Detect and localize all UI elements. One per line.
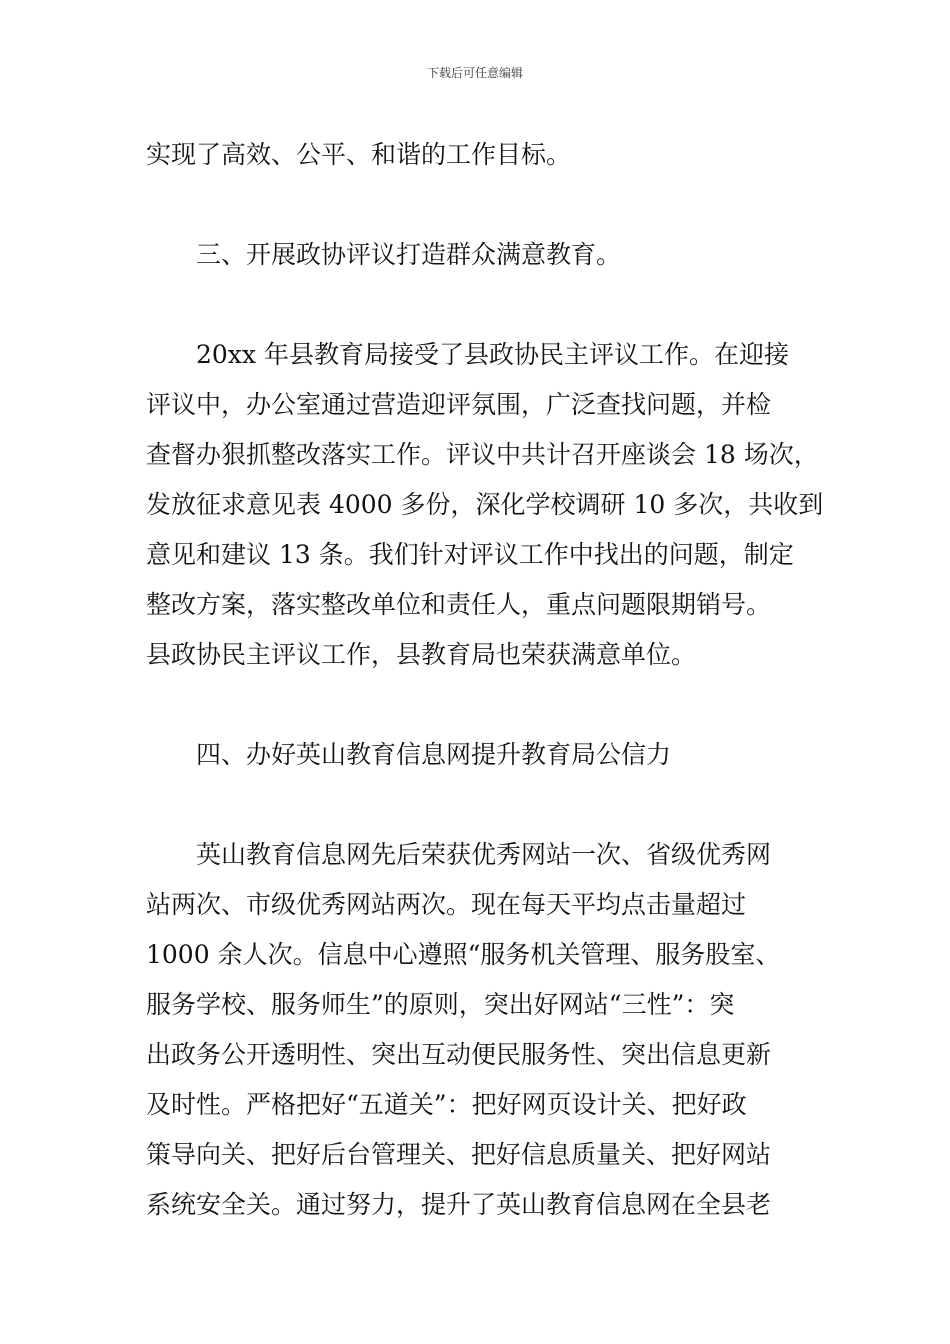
text-line: 及时性。严格把好“五道关”：把好网页设计关、把好政 xyxy=(146,1090,747,1119)
text-line: 20xx 年县教育局接受了县政协民主评议工作。在迎接 xyxy=(196,340,789,369)
paragraph-evaluation xyxy=(146,330,836,680)
text-line: 系统安全关。通过努力，提升了英山教育信息网在全县老 xyxy=(146,1190,772,1219)
heading-line: 三、开展政协评议打造群众满意教育。 xyxy=(196,240,622,269)
text-line: 评议中，办公室通过营造迎评氛围，广泛查找问题，并检 xyxy=(146,390,772,419)
section-heading-3 xyxy=(146,230,836,280)
text-line: 服务学校、服务师生”的原则，突出好网站“三性”：突 xyxy=(146,990,735,1019)
paragraph-gap xyxy=(146,180,836,230)
text-line: 查督办狠抓整改落实工作。评议中共计召开座谈会 18 场次， xyxy=(146,440,819,469)
text-line: 县政协民主评议工作，县教育局也荣获满意单位。 xyxy=(146,640,697,669)
text-line: 整改方案，落实整改单位和责任人，重点问题限期销号。 xyxy=(146,590,772,619)
text-line: 发放征求意见表 4000 多份，深化学校调研 10 多次，共收到 xyxy=(146,490,824,519)
text-line: 实现了高效、公平、和谐的工作目标。 xyxy=(146,140,572,169)
paragraph-website xyxy=(146,830,836,1230)
paragraph-gap xyxy=(146,280,836,330)
text-line: 策导向关、把好后台管理关、把好信息质量关、把好网站 xyxy=(146,1140,772,1169)
heading-line: 四、办好英山教育信息网提升教育局公信力 xyxy=(196,740,672,769)
paragraph-gap xyxy=(146,780,836,830)
text-line: 意见和建议 13 条。我们针对评议工作中找出的问题，制定 xyxy=(146,540,794,569)
paragraph-gap xyxy=(146,680,836,730)
section-heading-4 xyxy=(146,730,836,780)
text-line: 英山教育信息网先后荣获优秀网站一次、省级优秀网 xyxy=(196,840,772,869)
document-body xyxy=(146,130,836,1230)
text-line: 站两次、市级优秀网站两次。现在每天平均点击量超过 xyxy=(146,890,747,919)
text-line: 1000 余人次。信息中心遵照“服务机关管理、服务股室、 xyxy=(146,940,781,969)
paragraph-continuation xyxy=(146,130,836,180)
page-header: 下载后可任意编辑 xyxy=(426,66,523,80)
text-line: 出政务公开透明性、突出互动便民服务性、突出信息更新 xyxy=(146,1040,772,1069)
